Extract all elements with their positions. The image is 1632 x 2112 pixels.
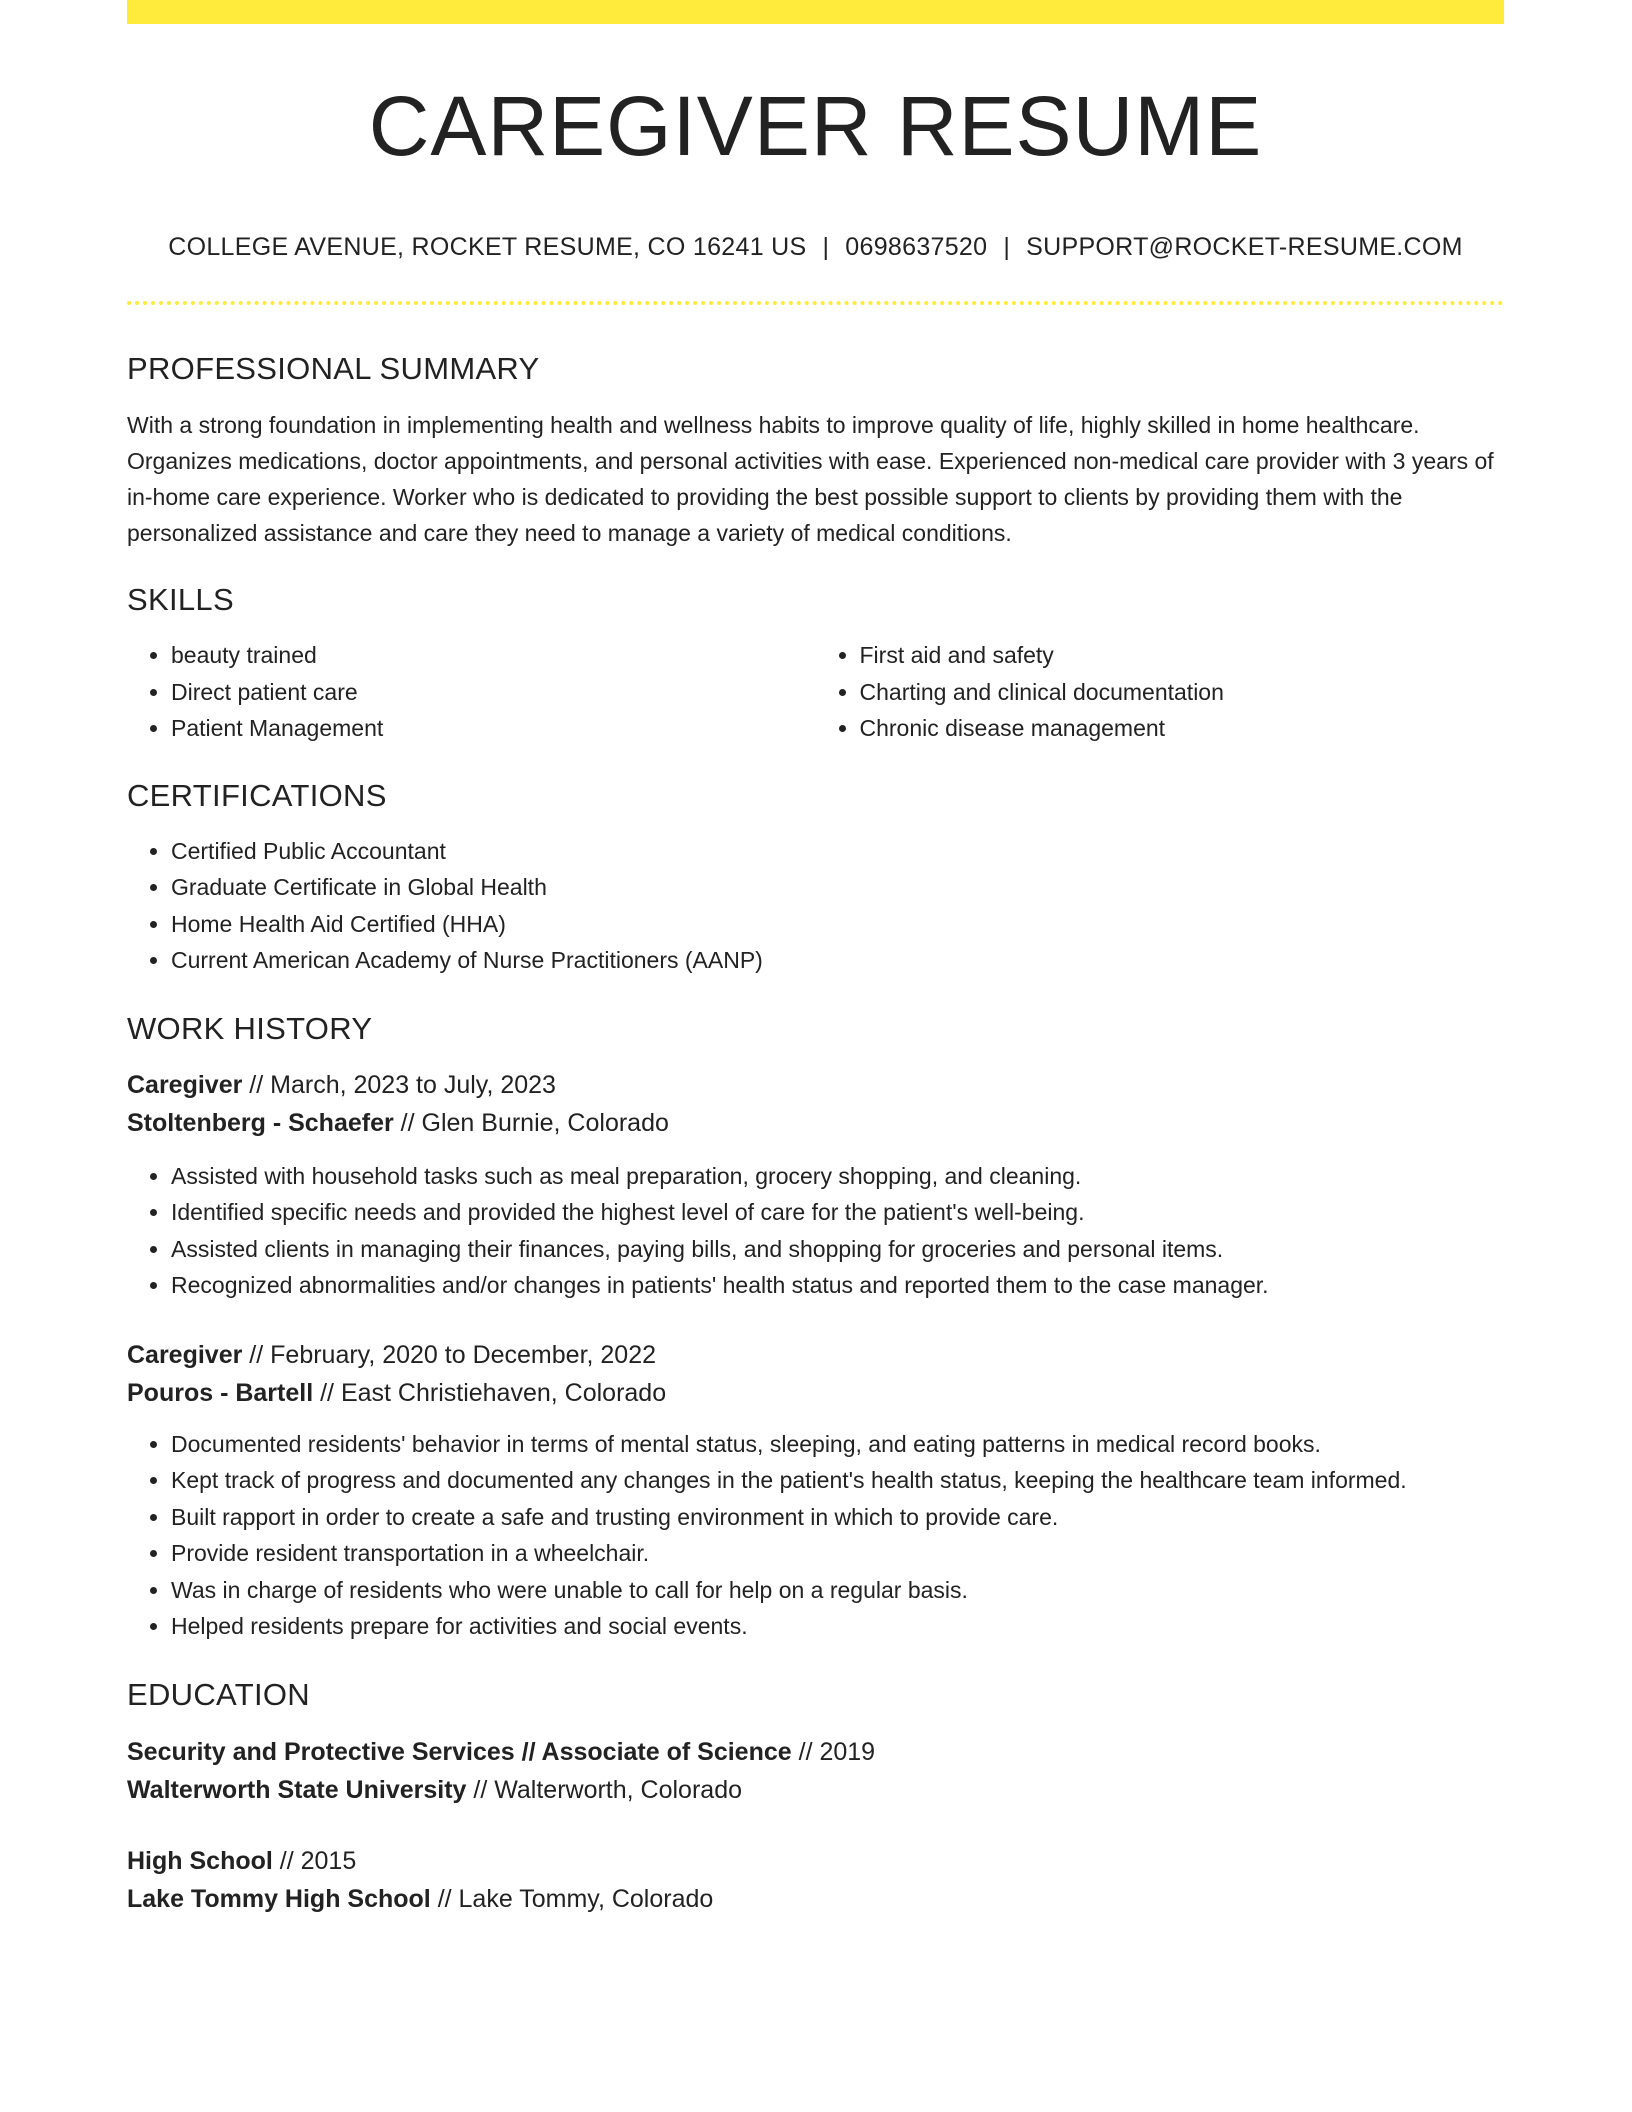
job-bullet: • Assisted clients in managing their finances, paying bills, and shopping for groceries and personal items. (171, 1231, 1504, 1268)
education-location: // Walterworth, Colorado (466, 1775, 742, 1804)
skills-heading: SKILLS (127, 582, 234, 617)
job-bullet: • Recognized abnormalities and/or changes in patients' health status and reported them to the case manager. (171, 1267, 1504, 1304)
skill-item: • Patient Management (171, 710, 816, 747)
contact-email: SUPPORT@ROCKET-RESUME.COM (1026, 233, 1463, 261)
job-bullet: • Assisted with household tasks such as meal preparation, grocery shopping, and cleaning. (171, 1158, 1504, 1195)
skill-item: • Direct patient care (171, 674, 816, 711)
job-bullet: • Documented residents' behavior in terms of mental status, sleeping, and eating patterns in medical record books. (171, 1426, 1504, 1463)
job-bullet: • Helped residents prepare for activities and social events. (171, 1608, 1504, 1645)
education-heading: EDUCATION (127, 1676, 310, 1712)
dotted-divider (127, 301, 1504, 305)
certifications-heading: CERTIFICATIONS (127, 777, 387, 813)
certification-item: • Certified Public Accountant (171, 833, 1504, 870)
accent-bar (127, 0, 1504, 24)
work-history-heading: WORK HISTORY (127, 1010, 373, 1046)
job-dates: // February, 2020 to December, 2022 (242, 1340, 657, 1369)
job-title: Caregiver (127, 1070, 243, 1099)
certification-item: • Current American Academy of Nurse Practitioners (AANP) (171, 942, 1504, 979)
page-title: CAREGIVER RESUME (368, 79, 1263, 173)
job-company: Pouros - Bartell (127, 1378, 314, 1407)
job-entry (127, 1336, 1504, 1645)
education-year: // 2015 (272, 1846, 357, 1875)
summary-heading: PROFESSIONAL SUMMARY (127, 351, 540, 386)
skill-item: • beauty trained (171, 637, 816, 674)
resume-page (127, 0, 1504, 1918)
job-title-line (127, 1336, 1504, 1374)
job-bullet: • Kept track of progress and documented any changes in the patient's health status, keeping the healthcare team informed. (171, 1462, 1504, 1499)
skills-columns (127, 637, 1504, 747)
contact-address: COLLEGE AVENUE, ROCKET RESUME, CO 16241 US (168, 233, 807, 261)
summary-text: With a strong foundation in implementing health and wellness habits to improve quality of life, highly skilled in home healthcare. Organizes medications, doctor appointments, and personal activities with ease. Experienced non-medical care provider with 3 years of in-home care experience. Worker who is dedicated to providing the best possible support to clients by providing them with the personalized assistance and care they need to manage a variety of medical conditions. (127, 412, 1494, 546)
education-degree: High School (127, 1846, 273, 1875)
contact-line (127, 235, 1504, 260)
education-degree-line (127, 1842, 1504, 1880)
contact-phone: 0698637520 (845, 233, 988, 261)
job-location: // East Christiehaven, Colorado (313, 1378, 667, 1407)
education-school: Walterworth State University (127, 1775, 467, 1804)
job-bullet: • Identified specific needs and provided the highest level of care for the patient's well-being. (171, 1194, 1504, 1231)
education-year: // 2019 (791, 1737, 876, 1766)
certification-item: • Home Health Aid Certified (HHA) (171, 906, 1504, 943)
skill-item: • Chronic disease management (860, 710, 1505, 747)
education-entry (127, 1733, 1504, 1809)
job-bullet: • Provide resident transportation in a wheelchair. (171, 1535, 1504, 1572)
education-entry (127, 1842, 1504, 1918)
job-bullets (127, 1426, 1504, 1645)
job-entry (127, 1066, 1504, 1304)
job-title: Caregiver (127, 1340, 243, 1369)
skills-list-left (127, 637, 816, 747)
job-company-line (127, 1374, 1504, 1412)
education-degree: Security and Protective Services // Associate of Science (127, 1737, 792, 1766)
certifications-list (127, 833, 1504, 979)
contact-separator: | (822, 233, 830, 261)
job-company: Stoltenberg - Schaefer (127, 1108, 394, 1137)
skill-item: • First aid and safety (860, 637, 1505, 674)
education-school-line (127, 1771, 1504, 1809)
job-bullet: • Built rapport in order to create a safe and trusting environment in which to provide care. (171, 1499, 1504, 1536)
education-school-line (127, 1880, 1504, 1918)
skill-item: • Charting and clinical documentation (860, 674, 1505, 711)
skills-list-right (816, 637, 1505, 747)
job-bullets (127, 1158, 1504, 1304)
job-dates: // March, 2023 to July, 2023 (242, 1070, 556, 1099)
contact-separator: | (1003, 233, 1011, 261)
education-degree-line (127, 1733, 1504, 1771)
certification-item: • Graduate Certificate in Global Health (171, 869, 1504, 906)
education-location: // Lake Tommy, Colorado (430, 1884, 714, 1913)
job-title-line (127, 1066, 1504, 1104)
job-location: // Glen Burnie, Colorado (393, 1108, 669, 1137)
education-school: Lake Tommy High School (127, 1884, 431, 1913)
job-company-line (127, 1104, 1504, 1142)
job-bullet: • Was in charge of residents who were unable to call for help on a regular basis. (171, 1572, 1504, 1609)
